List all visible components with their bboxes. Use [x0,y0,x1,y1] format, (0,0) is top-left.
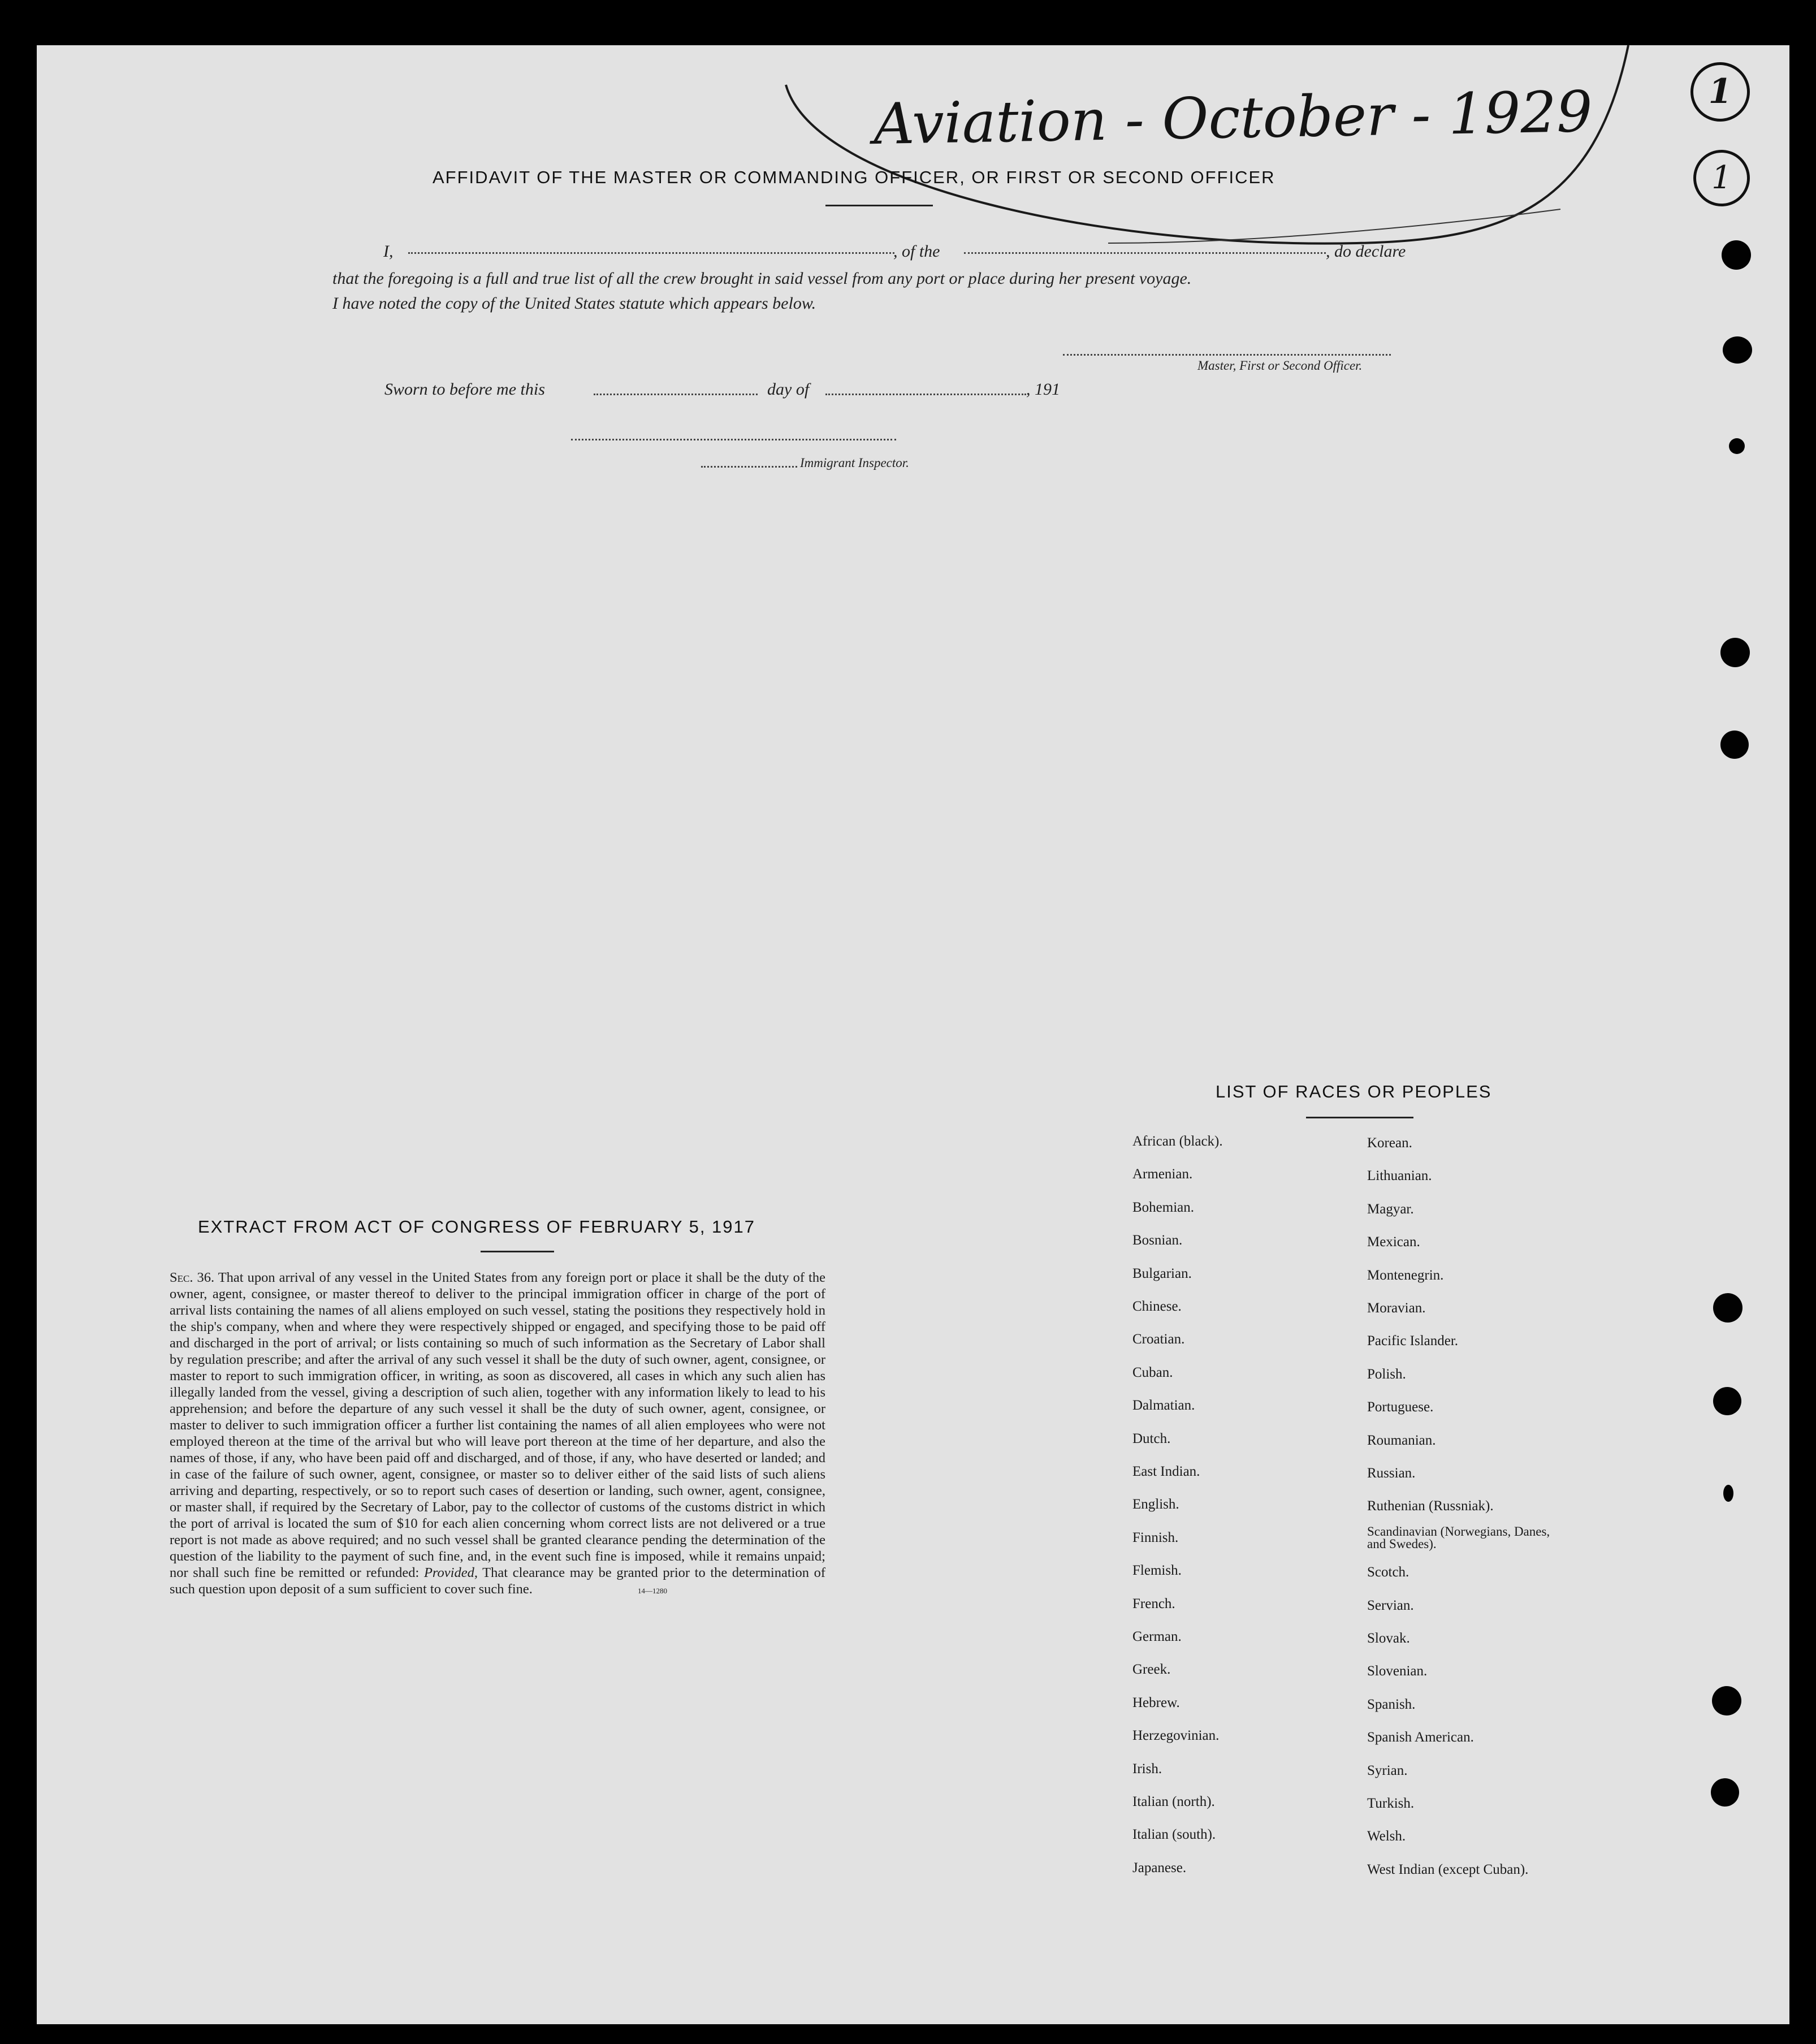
binder-hole [1723,1485,1733,1502]
race-list-item: Roumanian. [1367,1432,1436,1448]
race-list-item: African (black). [1132,1134,1223,1149]
page-number-circle [1690,62,1750,122]
race-list-item: Scotch. [1367,1565,1409,1580]
race-list-item: Spanish American. [1367,1730,1474,1745]
heading-rule [825,205,933,206]
race-list-item: Magyar. [1367,1201,1414,1217]
race-list-item: Moravian. [1367,1300,1426,1316]
sworn-day-blank [594,394,758,395]
binder-hole [1711,1778,1739,1807]
extract-heading-rule [481,1251,554,1252]
race-list-item: Dutch. [1132,1431,1171,1446]
race-list-item: Italian (north). [1132,1794,1215,1809]
race-list-item: Turkish. [1367,1796,1415,1811]
race-list-item: Polish. [1367,1366,1406,1382]
race-list-item: Bulgarian. [1132,1265,1192,1281]
race-list-item: Finnish. [1132,1529,1179,1545]
affidavit-statute-note: I have noted the copy of the United States statute which appears below. [332,294,816,313]
sworn-text: Sworn to before me this [384,380,545,399]
statute-provided: Provided, [423,1565,478,1580]
race-list-item: Russian. [1367,1466,1416,1481]
race-list-item: Mexican. [1367,1234,1420,1250]
sworn-day-of: day of [767,380,810,399]
race-list-item: Flemish. [1132,1563,1182,1579]
binder-hole [1729,438,1745,454]
race-list-item: Korean. [1367,1135,1412,1151]
race-list-item: Pacific Islander. [1367,1333,1459,1349]
vessel-blank [964,252,1326,254]
race-list-item: Ruthenian (Russniak). [1367,1498,1494,1514]
affidavit-do-declare: , do declare [1326,242,1406,261]
race-list-item: Japanese. [1132,1860,1187,1876]
signature-line [1063,354,1391,356]
binder-hole [1713,1293,1743,1323]
race-list-item: Bosnian. [1132,1233,1183,1248]
statute-text [170,1269,825,1599]
race-list-item: Hebrew. [1132,1695,1180,1710]
binder-hole [1720,638,1750,667]
races-heading: LIST OF RACES OR PEOPLES [1216,1082,1492,1101]
handwritten-title: Aviation - October - 1929 [873,78,1593,158]
page-number-secondary: 1 [1711,159,1732,196]
races-heading-rule [1306,1117,1413,1118]
race-list-item: West Indian (except Cuban). [1367,1861,1529,1877]
extract-heading: EXTRACT FROM ACT OF CONGRESS OF FEBRUARY 5, 1917 [198,1217,756,1237]
binder-hole [1712,1686,1741,1715]
race-list-item: Armenian. [1132,1166,1193,1182]
name-blank [408,252,894,254]
page-number-primary: 1 [1708,72,1732,111]
binder-hole [1723,336,1752,364]
race-list-item: Welsh. [1367,1829,1406,1844]
affidavit-i: I, [383,242,394,261]
race-list-item: Slovak. [1367,1631,1410,1646]
binder-hole [1722,240,1751,270]
binder-hole [1720,731,1749,759]
sworn-year: , 191 [1026,380,1060,399]
race-list-item: Greek. [1132,1662,1171,1678]
race-list-item: Italian (south). [1132,1827,1216,1843]
signature-label: Master, First or Second Officer. [1197,358,1363,373]
affidavit-heading: AFFIDAVIT OF THE MASTER OR COMMANDING OFFICER, OR FIRST OR SECOND OFFICER [433,167,1275,187]
race-list-item: Lithuanian. [1367,1168,1432,1184]
race-list-item: Irish. [1132,1761,1162,1777]
inspector-line [571,439,896,440]
race-list-item: East Indian. [1132,1464,1200,1479]
race-list-item: German. [1132,1629,1182,1644]
sworn-month-blank [825,394,1026,395]
race-list-item: Montenegrin. [1367,1267,1444,1283]
race-list-item: French. [1132,1596,1175,1611]
race-list-item: Spanish. [1367,1696,1416,1712]
race-list-item: Chinese. [1132,1299,1182,1314]
statute-body: That upon arrival of any vessel in the United States from any foreign port or place it shall be the duty of the owner, agent, consignee, or master thereof to deliver to the principal immigration officer in charge of the port of arrival lists containing the names of all aliens employed on such vessel, stating the positions they respectively hold in the ship's company, when and where they were respectively shipped or engaged, and specifying those to be paid off and discharged in the port of arrival; or lists containing so much of such information as the Secretary of Labor shall by regulation prescribe; and after the arrival of any such vessel it shall be the duty of such owner, agent, consignee, or master to report to such immigration officer, in writing, as soon as discovered, all cases in which any such alien has illegally landed from the vessel, giving a description of such alien, together with any information likely to lead to his apprehension; and before the departure of any such vessel it shall be the duty of such owner, agent, consignee, or master to deliver to such immigration officer a further list containing the names of all alien employees who were not employed thereon at the time of the arrival but who will leave port thereon at the time of her departure, and also the names of those, if any, who have been paid off and discharged, and of those, if any, who have deserted or landed; and in case of the failure of such owner, agent, consignee, or master so to deliver either of the said lists of such aliens arriving and departing, respectively, or so to report such cases of desertion or landing, such owner, agent, consignee, or master shall, if required by the Secretary of Labor, pay to the collector of customs of the customs district in which the port of arrival is located the sum of $10 for each alien concerning whom correct lists are not delivered or a true report is not made as above required; and no such vessel shall be granted clearance pending the determination of the question of the liability to the payment of such fine, and, in the event such fine is imposed, while it remains unpaid; nor shall such fine be remitted or refunded: [170,1270,825,1580]
race-list-item: English. [1132,1497,1179,1513]
race-list-item: Croatian. [1132,1332,1185,1347]
race-list-item: Bohemian. [1132,1199,1195,1215]
document-page [37,45,1789,2024]
affidavit-declaration: that the foregoing is a full and true list of all the crew brought in said vessel from any port or place during her present voyage. [332,269,1192,288]
race-list-item: Portuguese. [1367,1399,1434,1415]
affidavit-of-the: , of the [893,242,940,261]
page-number-circle-secondary [1693,150,1750,206]
race-list-item: Scandinavian (Norwegians, Danes, and Swedes). [1367,1524,1550,1551]
race-list-item: Cuban. [1132,1364,1173,1380]
inspector-label: Immigrant Inspector. [800,456,909,470]
race-list-item: Syrian. [1367,1762,1408,1778]
race-list-item: Dalmatian. [1132,1398,1195,1414]
race-list-item: Slovenian. [1367,1663,1428,1679]
race-list-item: Servian. [1367,1597,1414,1613]
form-number: 14—1280 [638,1587,667,1595]
binder-hole [1713,1387,1741,1415]
inspector-line-short [701,466,797,468]
race-list-item: Herzegovinian. [1132,1728,1220,1744]
statute-section-label: Sec. 36. [170,1270,215,1285]
statute-body-end: That clearance may be granted prior to the determination of such question upon deposit of a sum sufficient to cover such fine. [170,1565,825,1597]
